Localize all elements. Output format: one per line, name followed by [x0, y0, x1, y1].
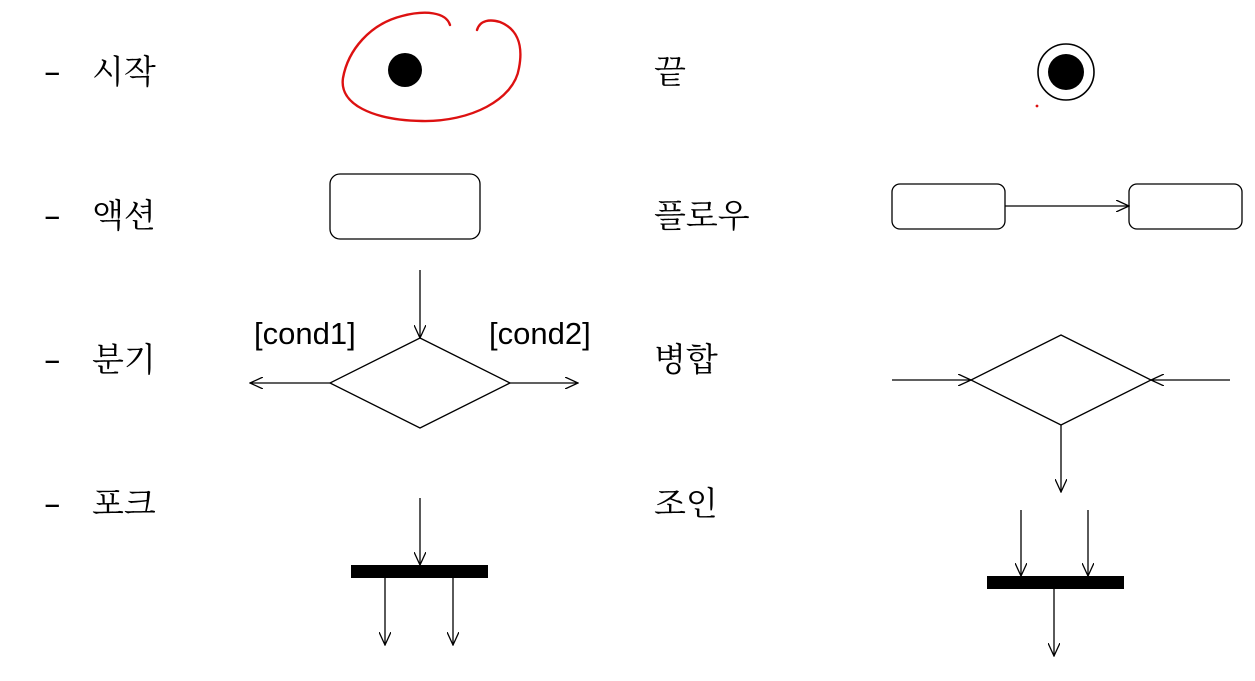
label-fork-text: 포크 [92, 484, 156, 523]
annotation-dot [1036, 105, 1039, 108]
fork-bar [351, 565, 488, 578]
bullet-dash: – [44, 196, 61, 235]
branch-cond2-label: [cond2] [489, 316, 591, 351]
flow-source-action [892, 184, 1005, 229]
branch-cond1-label: [cond1] [254, 316, 356, 351]
label-flow: 플로우 [654, 196, 750, 235]
label-join: 조인 [654, 484, 718, 523]
merge-diamond [971, 335, 1151, 425]
label-action-text: 액션 [92, 196, 156, 235]
end-node-inner [1048, 54, 1084, 90]
label-start-text: 시작 [92, 52, 156, 91]
bullet-dash: – [44, 52, 61, 91]
join-bar [987, 576, 1124, 589]
label-merge: 병합 [654, 340, 718, 379]
start-node [388, 53, 422, 87]
bullet-dash: – [44, 484, 61, 523]
label-end: 끝 [654, 52, 686, 91]
action-node [330, 174, 480, 239]
flow-target-action [1129, 184, 1242, 229]
branch-diamond [330, 338, 510, 428]
annotation-circle [343, 13, 521, 121]
label-branch-text: 분기 [92, 340, 156, 379]
bullet-dash: – [44, 340, 61, 379]
